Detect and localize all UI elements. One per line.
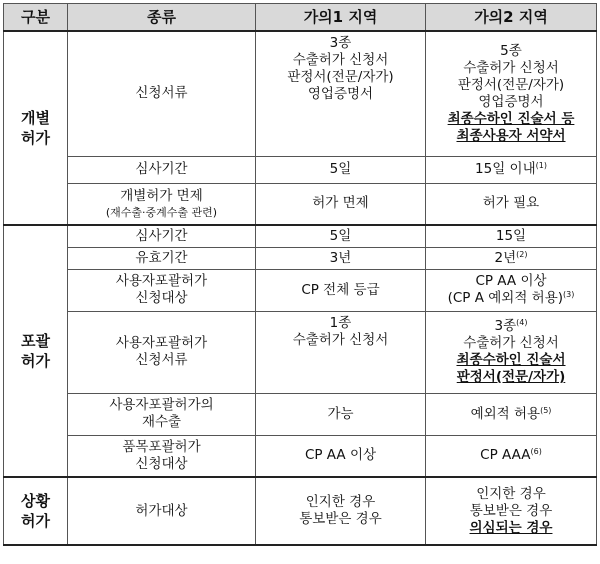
row-label-user-target: 사용자포괄허가 신청대상 (68, 269, 256, 311)
group-individual-label: 개별 허가 (21, 109, 50, 147)
row-label-exempt: 개별허가 면제 (재수출·중계수출 관련) (68, 183, 256, 225)
individual-docs-area2: 5종 수출허가 신청서 판정서(전문/자가) 영업증명서 최종수하인 진술서 등 최종사용자 서약서 (426, 31, 597, 156)
individual-exempt-area2: 허가 필요 (426, 183, 597, 225)
comprehensive-user-target-area1: CP 전체 등급 (256, 269, 426, 311)
footnote-mark: (5) (540, 405, 552, 415)
comprehensive-validity-area1: 3년 (256, 247, 426, 269)
emphasis-text: 최종수하인 진술서 (456, 352, 566, 368)
emphasis-text: 최종수하인 진술서 등 (447, 110, 575, 127)
row-label-validity: 유효기간 (68, 247, 256, 269)
individual-review-area1: 5일 (256, 156, 426, 183)
row-label-review: 심사기간 (68, 225, 256, 247)
table-row (4, 31, 597, 156)
comprehensive-review-area2: 15일 (426, 225, 597, 247)
comprehensive-item-target-area1: CP AA 이상 (256, 435, 426, 477)
comprehensive-user-target-area2: CP AA 이상 (CP A 예외적 허용)$^{(3)}$ (426, 269, 597, 311)
emphasis-text: 최종사용자 서약서 (456, 127, 566, 144)
row-label-docs: 신청서류 (68, 31, 256, 156)
row-label-item-target: 품목포괄허가 신청대상 (68, 435, 256, 477)
table-row (4, 156, 597, 183)
footnote-mark: (2) (516, 249, 528, 259)
table-row (4, 225, 597, 247)
header-category: 구분 (4, 4, 68, 32)
group-individual (4, 31, 68, 225)
table-row (4, 477, 597, 545)
individual-docs-area1: 3종 수출허가 신청서 판정서(전문/자가) 영업증명서 (256, 31, 426, 156)
row-label-target: 허가대상 (68, 477, 256, 545)
table-row (4, 311, 597, 393)
emphasis-text: 판정서(전문/자가) (456, 369, 566, 385)
comprehensive-review-area1: 5일 (256, 225, 426, 247)
comprehensive-reexport-area1: 가능 (256, 393, 426, 435)
situational-target-area1: 인지한 경우 통보받은 경우 (256, 477, 426, 545)
header-area2: 가의2 지역 (426, 4, 597, 32)
row-label-exempt-sub: (재수출·중계수출 관련) (105, 205, 218, 219)
row-label-review: 심사기간 (68, 156, 256, 183)
group-situational (4, 477, 68, 545)
emphasis-text: 의심되는 경우 (469, 519, 553, 536)
header-type: 종류 (68, 4, 256, 32)
footnote-mark: (3) (563, 290, 575, 299)
comprehensive-user-docs-area1: 1종 수출허가 신청서 (256, 311, 426, 393)
table-row (4, 247, 597, 269)
comprehensive-reexport-area2: 예외적 허용$^{(5)}$ (426, 393, 597, 435)
group-comprehensive-label: 포괄 허가 (21, 332, 50, 370)
comprehensive-item-target-area2: CP AAA$^{(6)}$ (426, 435, 597, 477)
row-label-user-docs: 사용자포괄허가 신청서류 (68, 311, 256, 393)
footnote-mark: (4) (516, 318, 528, 327)
situational-target-area2: 인지한 경우 통보받은 경우 의심되는 경우 (426, 477, 597, 545)
comprehensive-validity-area2: 2년$^{(2)}$ (426, 247, 597, 269)
footnote-mark: (1) (535, 161, 547, 170)
table-row (4, 393, 597, 435)
individual-exempt-area1: 허가 면제 (256, 183, 426, 225)
group-comprehensive (4, 225, 68, 477)
permit-comparison-table (3, 3, 597, 546)
footnote-mark: (6) (530, 447, 542, 457)
table-row (4, 435, 597, 477)
table-row (4, 269, 597, 311)
comprehensive-user-docs-area2: 3종$^{(4)}$ 수출허가 신청서 최종수하인 진술서 판정서(전문/자가) (426, 311, 597, 393)
header-row (4, 4, 597, 32)
table-row (4, 183, 597, 225)
row-label-reexport: 사용자포괄허가의 재수출 (68, 393, 256, 435)
group-situational-label: 상황 허가 (21, 492, 50, 530)
individual-review-area2: 15일 이내$^{(1)}$ (426, 156, 597, 183)
header-area1: 가의1 지역 (256, 4, 426, 32)
